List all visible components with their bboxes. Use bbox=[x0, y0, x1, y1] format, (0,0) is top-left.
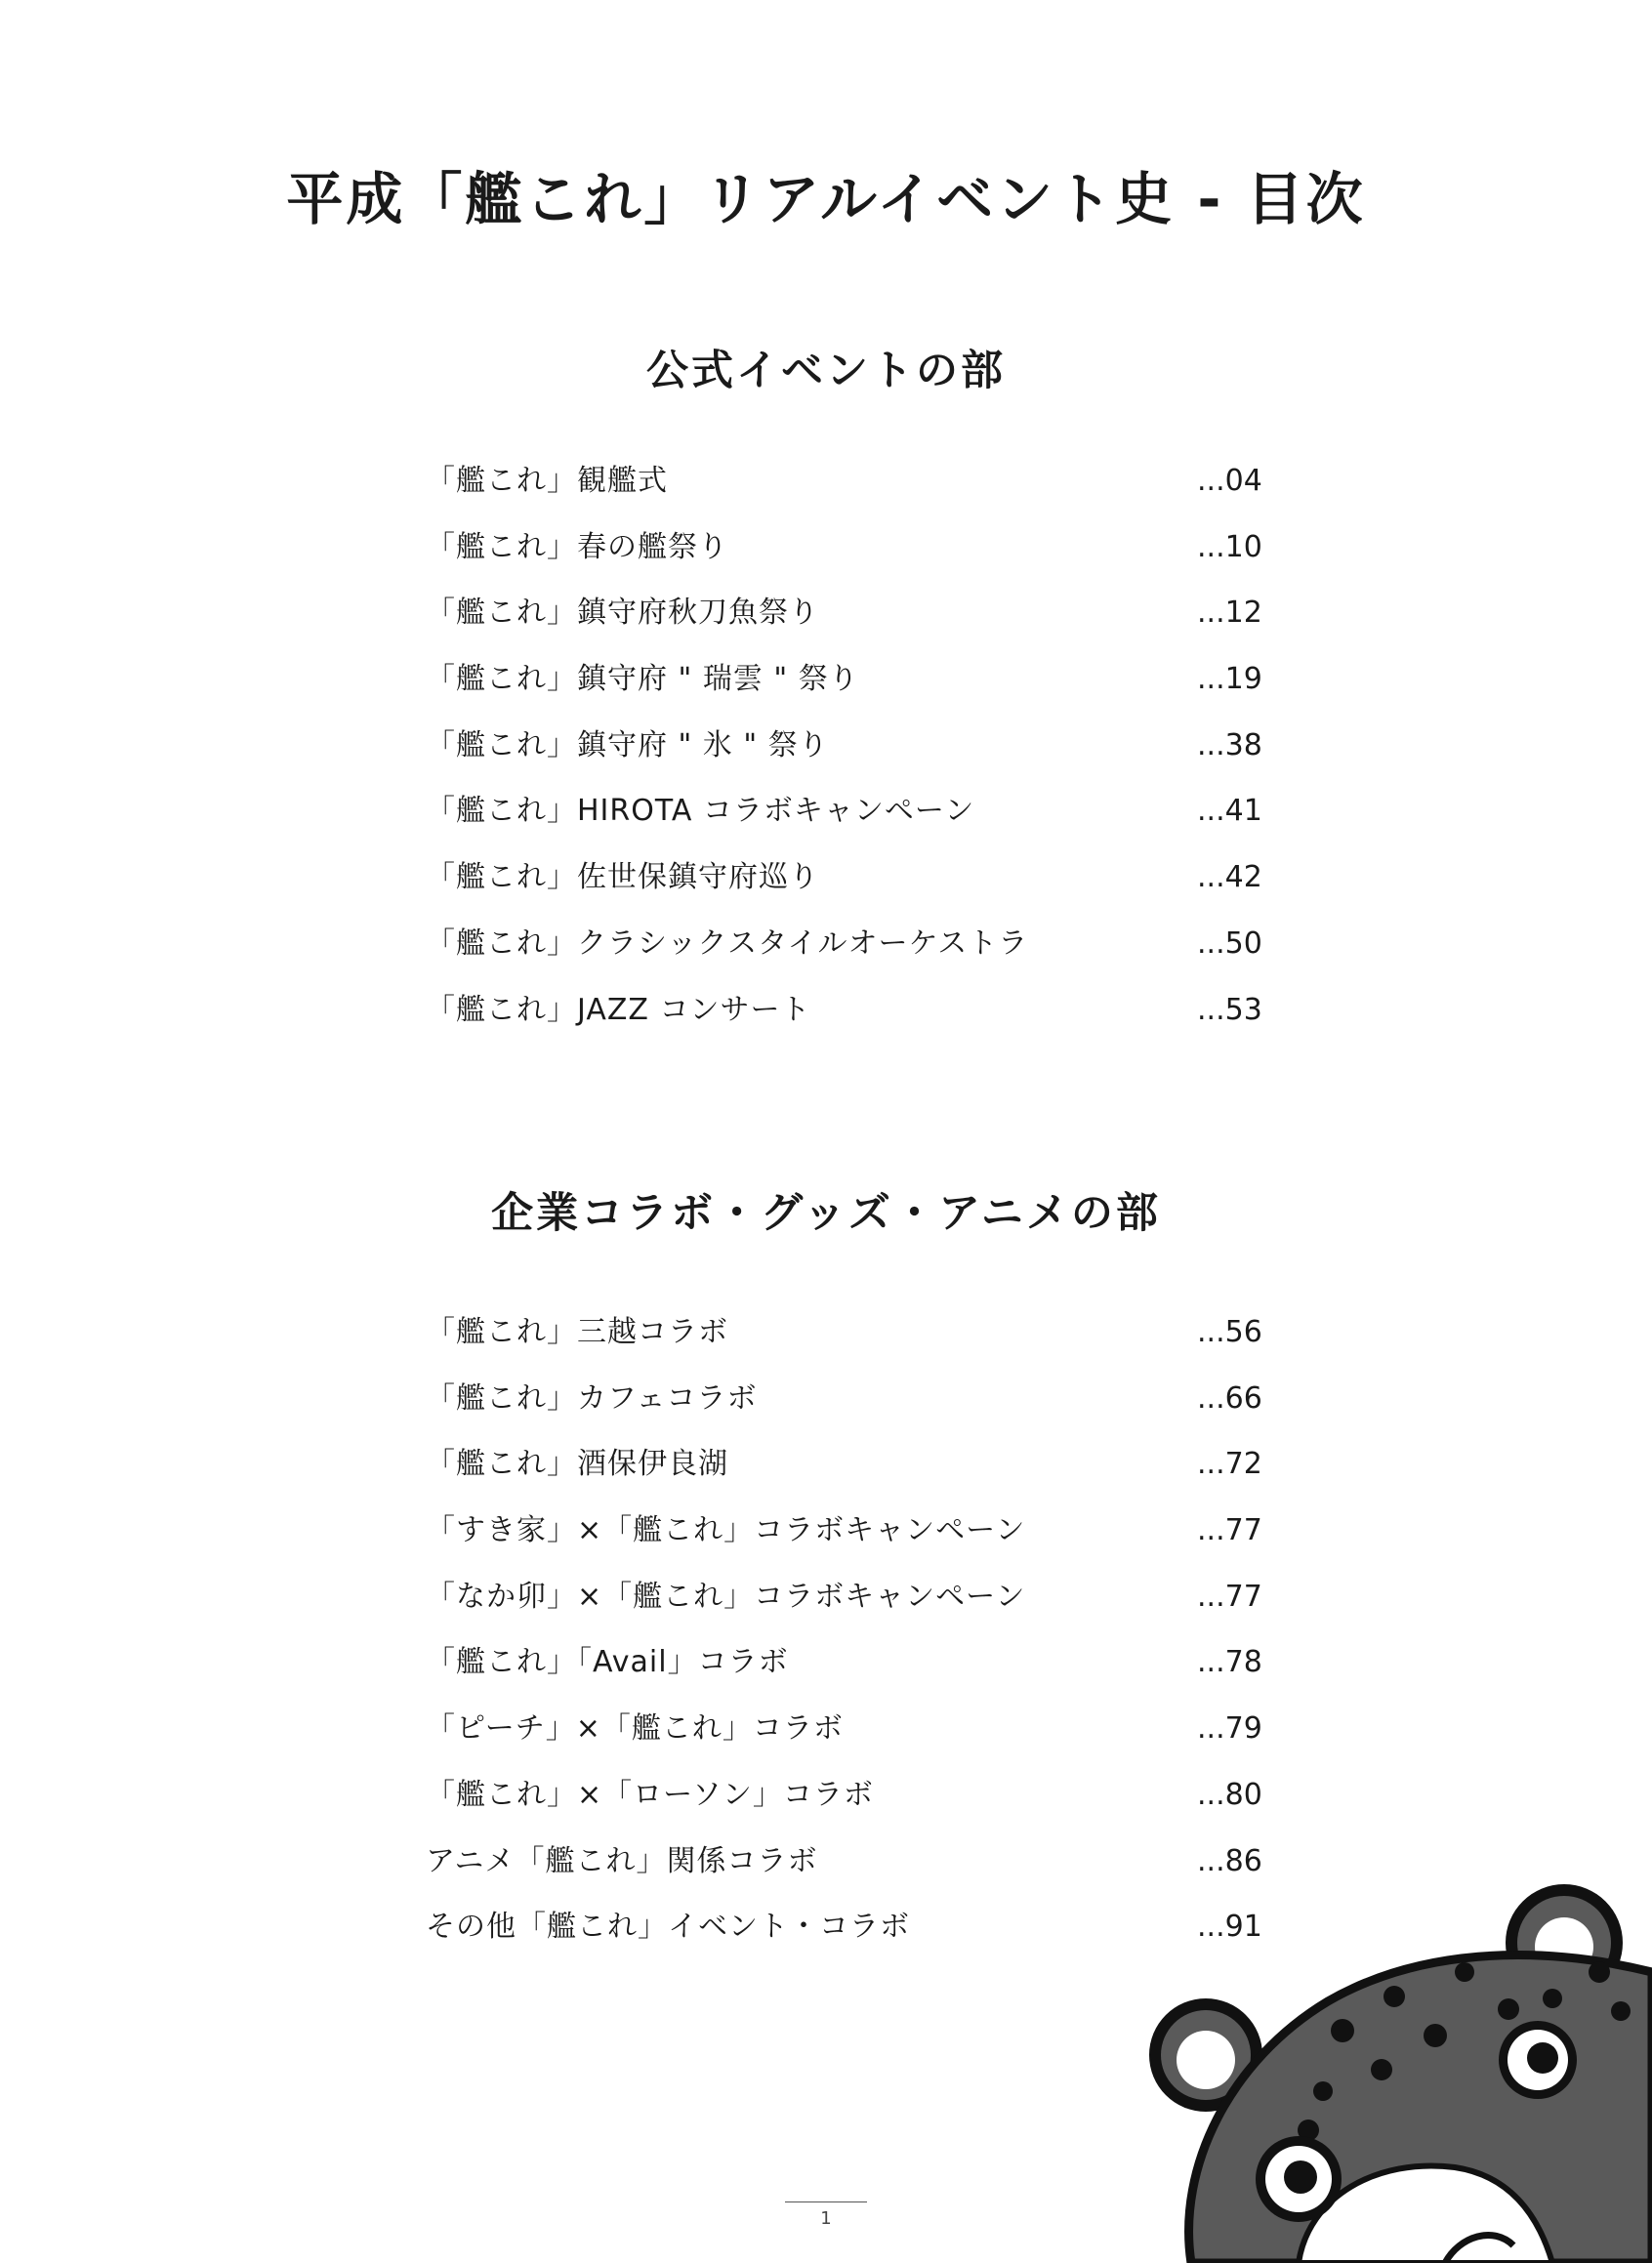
section-heading-collab: 企業コラボ・グッズ・アニメの部 bbox=[491, 1189, 1161, 1238]
toc-entry[interactable] bbox=[426, 1577, 1262, 1643]
toc-entry-title: 「艦これ」カフェコラボ bbox=[426, 1380, 758, 1416]
toc-entry[interactable] bbox=[426, 593, 1262, 659]
toc-entry-title: 「艦これ」春の艦祭り bbox=[426, 529, 728, 564]
section-heading-official: 公式イベントの部 bbox=[646, 347, 1006, 395]
toc-entry-page: ...78 bbox=[1197, 1645, 1262, 1680]
toc-entry[interactable] bbox=[426, 1708, 1262, 1775]
toc-entry[interactable] bbox=[426, 659, 1262, 725]
toc-entry-page: ...19 bbox=[1197, 662, 1262, 697]
toc-entry-title: アニメ「艦これ」関係コラボ bbox=[426, 1843, 818, 1878]
toc-entry-title: 「艦これ」×「ローソン」コラボ bbox=[426, 1777, 874, 1812]
toc-entry-page: ...04 bbox=[1197, 464, 1262, 498]
toc-entry-title: 「艦これ」三越コラボ bbox=[426, 1315, 728, 1349]
toc-entry-page: ...10 bbox=[1197, 529, 1262, 564]
toc-entry-title: 「すき家」×「艦これ」コラボキャンペーン bbox=[426, 1513, 1026, 1548]
toc-list-official bbox=[426, 461, 1262, 1055]
toc-entry[interactable] bbox=[426, 527, 1262, 594]
mascot-left-eye bbox=[1256, 2136, 1342, 2222]
toc-entry-page: ...77 bbox=[1197, 1513, 1262, 1548]
toc-entry[interactable] bbox=[426, 791, 1262, 857]
page-title: 平成「艦これ」リアルイベント史 - 目次 bbox=[286, 166, 1366, 232]
toc-entry[interactable] bbox=[426, 1378, 1262, 1445]
toc-entry-page: ...38 bbox=[1197, 727, 1262, 762]
toc-entry[interactable] bbox=[426, 857, 1262, 924]
toc-entry-page: ...66 bbox=[1197, 1380, 1262, 1416]
toc-entry-title: 「艦これ」酒保伊良湖 bbox=[426, 1447, 728, 1482]
toc-entry-page: ...79 bbox=[1197, 1711, 1262, 1747]
toc-entry-page: ...53 bbox=[1197, 992, 1262, 1027]
toc-entry-title: 「艦これ」鎮守府秋刀魚祭り bbox=[426, 596, 819, 631]
toc-entry[interactable] bbox=[426, 1444, 1262, 1510]
toc-entry[interactable] bbox=[426, 461, 1262, 527]
page-number: 1 bbox=[820, 2208, 832, 2229]
toc-entry-title: 「艦これ」クラシックスタイルオーケストラ bbox=[426, 926, 1029, 961]
toc-entry-page: ...41 bbox=[1197, 794, 1262, 829]
toc-entry-title: 「なか卯」×「艦これ」コラボキャンペーン bbox=[426, 1579, 1026, 1614]
toc-entry-page: ...42 bbox=[1197, 860, 1262, 895]
mascot-right-eye bbox=[1499, 2021, 1577, 2099]
toc-entry-page: ...80 bbox=[1197, 1777, 1262, 1812]
toc-entry[interactable] bbox=[426, 1312, 1262, 1378]
toc-entry[interactable] bbox=[426, 725, 1262, 792]
toc-entry-title: 「艦これ」鎮守府 " 氷 " 祭り bbox=[426, 727, 829, 762]
toc-entry-page: ...77 bbox=[1197, 1579, 1262, 1614]
toc-entry[interactable] bbox=[426, 1510, 1262, 1577]
toc-entry-title: 「艦これ」鎮守府 " 瑞雲 " 祭り bbox=[426, 662, 859, 697]
toc-entry[interactable] bbox=[426, 1775, 1262, 1841]
toc-entry-title: 「艦これ」JAZZ コンサート bbox=[426, 992, 811, 1027]
leopard-mascot-icon bbox=[1123, 1874, 1652, 2263]
toc-entry-page: ...91 bbox=[1197, 1910, 1262, 1945]
toc-entry-title: 「艦これ」「Avail」コラボ bbox=[426, 1645, 789, 1680]
toc-entry[interactable] bbox=[426, 1642, 1262, 1708]
toc-entry-page: ...86 bbox=[1197, 1843, 1262, 1878]
toc-entry-title: 「艦これ」観艦式 bbox=[426, 464, 668, 498]
footer-divider bbox=[785, 2201, 867, 2202]
toc-entry-page: ...56 bbox=[1197, 1315, 1262, 1349]
toc-entry[interactable] bbox=[426, 990, 1262, 1056]
toc-entry-page: ...12 bbox=[1197, 596, 1262, 631]
toc-entry-title: 「艦これ」佐世保鎮守府巡り bbox=[426, 860, 819, 895]
toc-entry-title: 「ピーチ」×「艦これ」コラボ bbox=[426, 1711, 844, 1747]
toc-entry-page: ...50 bbox=[1197, 926, 1262, 961]
toc-entry[interactable] bbox=[426, 924, 1262, 990]
toc-entry-title: その他「艦これ」イベント・コラボ bbox=[426, 1910, 910, 1945]
toc-entry-title: 「艦これ」HIROTA コラボキャンペーン bbox=[426, 794, 975, 829]
toc-entry-page: ...72 bbox=[1197, 1447, 1262, 1482]
